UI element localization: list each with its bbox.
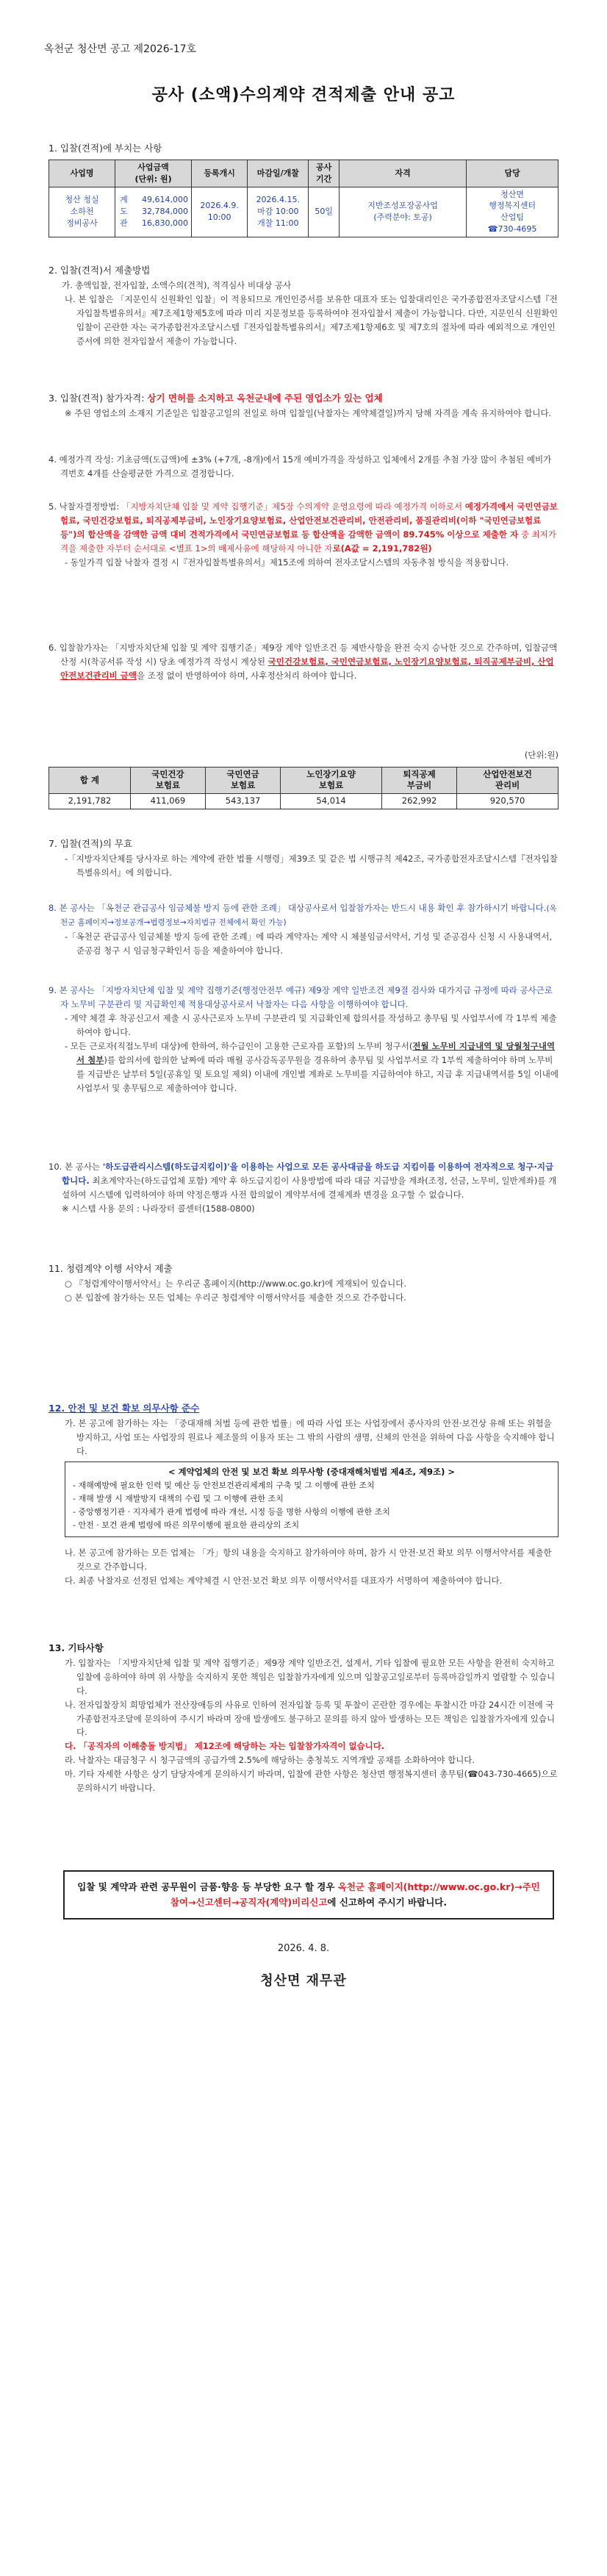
fee-retirement: 262,992	[381, 794, 456, 809]
section-13	[49, 1641, 558, 1795]
section-13-heading: 13. 기타사항	[49, 1642, 104, 1653]
safety-duty-item: - 재해예방에 필요한 인력 및 예산 등 안전보건관리체계의 구축 및 그 이행에 관한 조치	[73, 1480, 375, 1490]
section-2-heading: 2. 입찰(견적)서 제출방법	[49, 265, 151, 276]
section-3-heading: 3. 입찰(견적) 참가자격:	[49, 393, 148, 404]
project-name: 청산 청실 소하천 정비공사	[49, 187, 115, 237]
section-1	[49, 141, 558, 237]
section-5-text	[49, 500, 558, 556]
amount-value: 49,614,000	[142, 195, 189, 205]
section-10	[49, 1160, 558, 1216]
section-5-a-value: 로(A값 = 2,191,782원)	[332, 543, 432, 554]
section-4	[49, 453, 558, 481]
section-8	[49, 901, 558, 958]
period-value: 50일	[309, 187, 340, 237]
safety-duty-item: - 안전 · 보건 관계 법령에 따른 의무이행에 필요한 관리상의 조치	[73, 1520, 300, 1530]
amount-value: 16,830,000	[142, 218, 189, 229]
section-10-a: 10. 본 공사는	[49, 1162, 103, 1172]
section-11-item: ○ 본 입찰에 참가하는 모든 업체는 우리군 청렴계약 이행서약서를 제출한 것으로 간주합니다.	[65, 1292, 406, 1303]
section-9-sub-1: - 계약 체결 후 착공신고서 제출 시 공사근로자 노무비 구분관리 및 지급확인제 합의서를 작성하고 총무팀 및 사업부서에 각 1부씩 제출하여야 합니다.	[65, 1012, 557, 1037]
section-9	[49, 984, 558, 1095]
fee-table-block	[49, 748, 558, 809]
section-3-note: ※ 주된 영업소의 소재지 기준일은 입찰공고일의 전일로 하며 입찰일(낙찰자는 계약체결일)까지 당해 자격을 계속 유지하여야 합니다.	[65, 407, 552, 418]
project-row	[49, 187, 558, 237]
section-13-item-e: 마. 기타 자세한 사항은 상기 담당자에게 문의하시기 바라며, 입찰에 관한 사항은 청산면 행정복지센터 총무팀(☎043-730-4665)으로 문의하시기 바랍니다.	[65, 1769, 558, 1794]
section-9-sub-2c: )를 합의서에 합의한 날짜에 따라 매월 공사감독공무원을 경유하여 총무팀 및 사업부서로 각 1부씩 제출하여야 하며 노무비를 지급받은 날부터 5일(공휴일 및 토요일 제외) 이내에 개인별 계좌로 노무비를 지급하여야 하고, 지급 후 지급내역서를 5일 이내에 사업부서 및 총무팀으로 제출하여야 합니다.	[76, 1054, 558, 1093]
section-7-item: -「지방자치단체를 당사자로 하는 계약에 관한 법률 시행령」제39조 및 같은 법 시행규칙 제42조, 국가종합전자조달시스템『전자입찰특별유의서』에 의합니다.	[65, 853, 558, 878]
section-10-b: '하도급관리시스템(하도급지킴이)'을 이용하는 사업으로 모든 공사대금을 하도급 지킴이를 이용하여 전자적으로 청구·지급합니다.	[62, 1162, 554, 1186]
section-1-heading: 1. 입찰(견적)에 부치는 사항	[49, 143, 162, 154]
section-13-item-c: 다. 「공직자의 이해충돌 방지법」 제12조에 해당하는 자는 입찰참가자격이 없습니다.	[65, 1741, 385, 1752]
section-2-item-a: 가. 총액입찰, 전자입찰, 소액수의(견적), 적격심사 비대상 공사	[62, 279, 292, 290]
col-amount: 사업금액 (단위: 원)	[115, 160, 192, 187]
section-7	[49, 837, 558, 880]
amount-label: 도	[120, 207, 128, 217]
section-12-item-a: 가. 본 공고에 참가하는 자는 「중대재해 처벌 등에 관한 법률」에 따라 사업 또는 사업장에서 종사자의 안전·보건상 유해 또는 위험을 방지하고, 사업 또는 사업장의 원료나 제조물의 이용자 또는 그 밖의 사람의 생명, 신체의 안전을 위하여 다음 사항을 숙지해야 합니다.	[65, 1417, 555, 1456]
fee-elderly: 54,014	[281, 794, 382, 809]
col-project: 사업명	[49, 160, 115, 187]
safety-duty-box	[65, 1461, 558, 1538]
section-12-heading: 12. 안전 및 보건 확보 의무사항 준수	[49, 1403, 200, 1414]
safety-duty-item: - 중앙행정기관 · 지자체가 관계 법령에 따라 개선, 시정 등을 명한 사항의 이행에 관한 조치	[73, 1506, 390, 1517]
section-6-a: 6. 입찰참가자는 「지방자치단체 입찰 및 계약 집행기준」제9장 계약 일반조건 등 제반사항을 완전 숙지 승낙한 것으로 간주하며, 입찰금액 산정 시(착공서류 작성 시) 당초 예정가격 작성시 계상된	[49, 643, 558, 667]
project-table	[49, 160, 558, 238]
col-contact: 담당	[467, 160, 558, 187]
section-10-note: ※ 시스템 사용 문의 : 나라장터 콜센터(1588-0800)	[62, 1203, 255, 1214]
section-12-item-c: 다. 최종 낙찰자로 선정된 업체는 계약체결 시 안전·보건 확보 의무 이행서약서를 대표자가 서명하여 제출하여야 합니다.	[65, 1575, 503, 1586]
section-11	[49, 1262, 558, 1305]
reg-start-value: 2026.4.9. 10:00	[192, 187, 248, 237]
section-12	[49, 1401, 558, 1588]
fee-table	[49, 767, 558, 809]
fee-unit: (단위:원)	[524, 750, 558, 760]
amount-value: 32,784,000	[142, 207, 189, 217]
col-reg-start: 등록개시	[192, 160, 248, 187]
section-8-path: (옥천군 홈페이지→정보공개→법령정보→자치법규 전체에서 확인 가능)	[60, 904, 557, 928]
fee-col-elderly: 노인장기요양 보험료	[281, 767, 382, 793]
notice-number: 옥천군 청산면 공고 제2026-17호	[44, 43, 197, 55]
section-8-sub: -「옥천군 관급공사 임금체불 방지 등에 관한 조례」에 따라 계약자는 계약 시 체불임금서약서, 기성 및 준공검사 신청 시 사용내역서, 준공검 청구 시 임금청구확인서 등을 제출하여야 합니다.	[65, 931, 553, 956]
col-deadline: 마감일/개찰	[248, 160, 309, 187]
report-notice-link[interactable]: 옥천군 홈페이지(http://www.oc.go.kr)→주민참여→신고센터→공직자(계약)비리신고	[170, 1881, 540, 1908]
contact-value: 청산면 행정복지센터 산업팀 ☎730-4695	[467, 187, 558, 237]
amount-label: 계	[120, 195, 128, 205]
section-10-c: 최초계약자는(하도급업체 포함) 계약 후 하도급지킴이 사용방법에 따라 대금 지급방을 계좌(조정, 선금, 노무비, 일반계좌)를 개설하여 시스템에 입력하여야 하며 약정은행과 사전 합의없이 계약부서에 결제계좌 변경을 요구할 수 없습니다.	[62, 1175, 557, 1200]
report-notice-a: 입찰 및 계약과 관련 공무원이 금품·향응 등 부당한 요구 할 경우	[77, 1881, 338, 1892]
notice-date: 2026. 4. 8.	[277, 1943, 330, 1954]
safety-duty-item: - 재해 발생 시 재발방지 대책의 수립 및 그 이행에 관한 조치	[73, 1493, 284, 1503]
page-title: 공사 (소액)수의계약 견적제출 안내 공고	[151, 86, 456, 104]
fee-value-row	[49, 794, 558, 809]
project-table-header	[49, 160, 558, 187]
section-7-heading: 7. 입찰(견적)의 무효	[49, 838, 133, 849]
section-5	[49, 500, 558, 570]
report-notice-box	[63, 1870, 554, 1920]
section-9-text: 9. 본 공사는 「지방자치단체 입찰 및 계약 집행기준(행정안전부 예규) 제9장 계약 일반조건 제9절 검사와 대가지급 규정에 따라 공사근로자 노무비 구분관리 및 지급확인제 적용대상공사로서 낙찰자는 다음 사항을 이행하여야 합니다.	[49, 985, 553, 1009]
qualification-value: 지반조성포장공사업 (주력분야: 토공)	[339, 187, 466, 237]
section-6-text	[49, 641, 558, 683]
amount-label: 관	[120, 218, 128, 229]
safety-duty-title: < 계약업체의 안전 및 보건 확보 의무사항 (중대재해처벌법 제4조, 제9조) >	[168, 1466, 456, 1477]
fee-health: 411,069	[130, 794, 205, 809]
col-qualification: 자격	[339, 160, 466, 187]
section-4-text: 4. 예정가격 작성: 기초금액(도급액)에 ±3% (+7개, -8개)에서 15개 예비가격을 작성하고 입체에서 2개를 추첨 가장 많이 추첨된 예비가격번호 4개를 산술평균한 가격으로 결정합니다.	[49, 454, 552, 479]
fee-col-pension: 국민연금 보험료	[206, 767, 281, 793]
section-9-sub-2b: 전월 노무비 지급내역 및 당월청구내역서 첨부	[76, 1040, 556, 1065]
fee-total: 2,191,782	[49, 794, 131, 809]
fee-pension: 543,137	[206, 794, 281, 809]
section-5-sub: - 동일가격 입찰 낙찰자 결정 시『전자입찰특별유의서』제15조에 의하여 전자조달시스템의 자동추첨 방식을 적용합니다.	[65, 557, 509, 568]
section-9-sub-2a: - 모든 근로자(직접노무비 대상)에 한하여, 하수급인이 고용한 근로자를 포함)의 노무비 청구서(	[65, 1040, 413, 1051]
amount-breakdown	[115, 194, 191, 229]
amount-cell	[115, 187, 192, 237]
section-8-text: 8. 본 공사는 「옥천군 관급공사 임금체불 방지 등에 관한 조례」 대상공사로서 입찰참가자는 반드시 내용 확인 후 참가하시기 바랍니다.	[49, 903, 547, 913]
section-5-rest: 중 최저가격을 제출한 자부터 순서대로 <별표 1>의 배제사유에 해당하지 아니한 자	[60, 529, 556, 554]
section-3-qualification: 상기 면허를 소지하고 옥천군내에 주된 영업소가 있는 업체	[147, 393, 383, 404]
fee-col-safety: 산업안전보건 관리비	[457, 767, 558, 793]
section-10-text	[49, 1160, 558, 1202]
section-6	[49, 641, 558, 683]
section-11-heading: 11. 청렴계약 이행 서약서 제출	[49, 1263, 173, 1274]
section-12-item-b: 나. 본 공고에 참가하는 모든 업체는 「가」항의 내용을 숙지하고 참가하여야 하며, 참가 시 안전·보건 확보 의무 이행서약서를 제출한 것으로 간주합니다.	[65, 1548, 552, 1573]
deadline-value: 2026.4.15. 마감 10:00 개찰 11:00	[248, 187, 309, 237]
fee-col-health: 국민건강 보험료	[130, 767, 205, 793]
section-5-head: 5. 낙찰자결정방법:	[49, 501, 122, 512]
col-period: 공사 기간	[309, 160, 340, 187]
section-2	[49, 263, 558, 348]
section-13-item-b: 나. 전자입찰장치 희망업체가 전산장애등의 사유로 인하여 전자입찰 등록 및 투찰이 곤란한 경우에는 투찰시간 마감 24시간 이전에 국가종합전자조달에 문의하여 주시기 바라며 장애 발생에도 불구하고 문의를 하지 않아 발생하는 모든 책임은 입찰참가자에게 있습니다.	[65, 1699, 556, 1738]
section-6-items: 국민건강보험료, 국민연금보험료, 노인장기요양보험료, 퇴직공제부금비, 산업안전보건관리비 금액	[60, 656, 554, 681]
section-5-rule: 「지방자치단체 입찰 및 계약 집행기준」제5장 수의계약 운영요령에 따라 예정가격 이하로서	[121, 501, 465, 512]
fee-col-total: 합 계	[49, 767, 131, 793]
section-9-sub-2	[49, 1040, 558, 1095]
fee-header-row	[49, 767, 558, 793]
section-2-item-b: 나. 본 입찰은 「지문인식 신원확인 입찰」이 적용되므로 개인인증서를 보유한 대표자 또는 입찰대리인은 국가종합전자조달시스템『전자입찰특별유의서』제7조제1항제5호에 따라 미리 지문정보를 등록하여야 전자입찰서 제출이 가능합니다. 다만, 지문인식 신원확인 입찰이 곤란한 자는 국가종합전자조달시스템『전자입찰특별유의서』제7조제1항제6호 및 제7호의 절차에 따라 예외적으로 개인인증서에 의한 전자입찰서 제출이 가능합니다.	[65, 293, 558, 346]
report-notice	[63, 1870, 554, 1920]
section-13-item-d: 라. 낙찰자는 대금청구 시 청구금액의 공급가액 2.5%에 해당하는 충청북도 지역개발 공채를 소화하여야 합니다.	[65, 1755, 475, 1766]
signer: 청산면 재무관	[260, 1973, 347, 1989]
section-13-item-a: 가. 입찰자는 「지방자치단체 입찰 및 계약 집행기준」제9장 계약 일반조건, 설계서, 기타 입찰에 필요한 모든 사항을 완전히 숙지하고 입찰에 응하여야 하며 위 사항을 숙지하지 못한 책임은 입찰참가자에게 있으며 입찰공고일로부터 등록마감일까지 열람할 수 있습니다.	[65, 1657, 556, 1696]
fee-col-retirement: 퇴직공제 부금비	[381, 767, 456, 793]
report-notice-c: 에 신고하여 주시기 바랍니다.	[327, 1897, 448, 1908]
fee-safety: 920,570	[457, 794, 558, 809]
section-5-bold: 예정가격에서 국민연금보험료, 국민건강보험료, 퇴직공제부금비, 노인장기요양보험료, 산업안전보건관리비, 안전관리비, 품질관리비(이하 "국민연금보험료 등")의 합산액을 감액한 금액 대비 견적가격에서 국민연금보험료 등 합산액을 감액한 금액이 89.745% 이상으로 제출한 자	[60, 501, 558, 540]
section-11-item: ○ 『청렴계약이행서약서』는 우리군 홈페이지(http://www.oc.go.kr)에 게재되어 있습니다.	[65, 1278, 407, 1289]
section-3	[49, 391, 558, 421]
section-6-c: 을 조정 없이 반영하여야 하며, 사후정산처리 하여야 합니다.	[136, 670, 357, 681]
